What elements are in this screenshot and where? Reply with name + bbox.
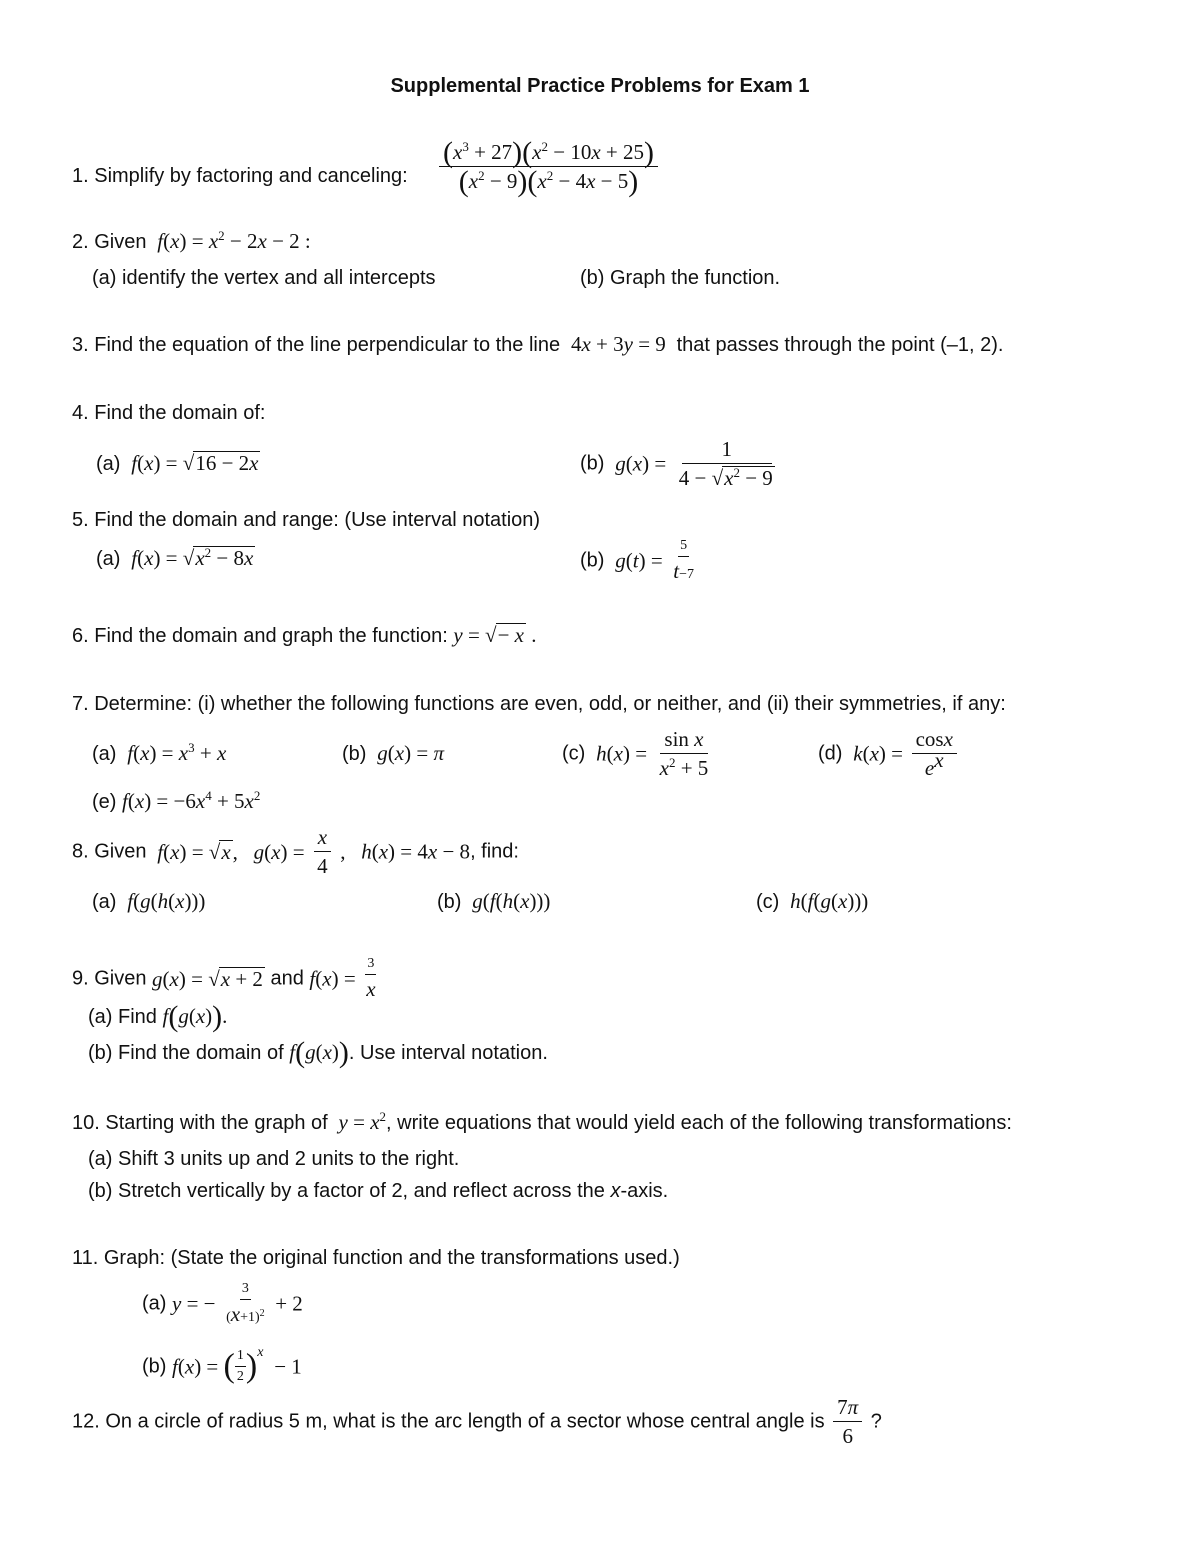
problem-12-angle-fraction: $\frac{7\pi}{6}$ — [833, 1395, 862, 1448]
problem-10b-text-end: -axis. — [620, 1180, 669, 1202]
problem-4b — [580, 437, 782, 490]
problem-7e-label: (e) — [92, 791, 117, 813]
problem-10b — [88, 1179, 668, 1203]
problem-11b-fraction: $\frac{1}{2}$ — [236, 1348, 244, 1385]
problem-3-text-start: 3. Find the equation of the line perpendicular to the line — [72, 334, 561, 356]
problem-9a — [88, 1000, 228, 1033]
problem-10-function: $y = x^2$ — [338, 1109, 387, 1134]
problem-1-expression — [436, 136, 661, 199]
problem-8-h: , h(x) = 4x − 8 — [340, 839, 471, 864]
problem-9-and: and — [270, 967, 304, 990]
problem-2-label: 2. Given — [72, 231, 147, 253]
problem-8a — [92, 889, 205, 914]
problem-4a-label: (a) — [96, 453, 121, 475]
problem-9-g: g(x) = √x + 2 — [152, 966, 263, 991]
problem-7d-label: (d) — [818, 742, 843, 765]
problem-9-label: 9. Given — [72, 967, 147, 990]
problem-4b-label: (b) — [580, 452, 605, 475]
problem-10b-text-start: (b) Stretch vertically by a factor of 2, and reflect across the — [88, 1180, 605, 1202]
problem-11b-label: (b) — [142, 1355, 167, 1378]
problem-11b-function: f(x) = — [172, 1354, 224, 1379]
problem-2b: (b) Graph the function. — [580, 267, 781, 289]
problem-8a-label: (a) — [92, 891, 117, 913]
problem-10b-axis-var: x — [610, 1180, 621, 1202]
problem-5b-function: g(t) = — [615, 548, 663, 573]
problem-8c — [756, 889, 868, 914]
problem-4-label: 4. Find the domain of: — [72, 402, 266, 424]
problem-12 — [72, 1395, 882, 1448]
problem-8-find: , find: — [470, 840, 519, 863]
problem-7e — [92, 789, 260, 814]
problem-8b-expression: g(f(h(x))) — [472, 889, 551, 913]
problem-7a-label: (a) — [92, 743, 117, 765]
problem-1-label: 1. Simplify by factoring and canceling: — [72, 165, 408, 187]
problem-9-f: f(x) = — [309, 966, 356, 991]
problem-8-g-fraction: $\frac{x}{4}$ — [313, 825, 332, 878]
problem-7b-label: (b) — [342, 743, 367, 765]
problem-2a: (a) identify the vertex and all intercepts — [92, 267, 436, 289]
problem-6 — [72, 623, 537, 648]
problem-1-denominator: $(x^2 - 9)(x^2 - 4x - 5)$ — [458, 165, 639, 199]
problem-3-line-equation: 4x + 3y = 9 — [565, 332, 672, 356]
problem-7c — [562, 727, 715, 780]
problem-10a: (a) Shift 3 units up and 2 units to the right. — [88, 1148, 460, 1170]
problem-4b-function: g(x) = — [615, 451, 667, 476]
page-title: Supplemental Practice Problems for Exam 1 — [390, 75, 810, 97]
problem-7-label: 7. Determine: (i) whether the following functions are even, odd, or neither, and (ii) their symmetries, if any: — [72, 693, 1006, 715]
problem-8a-expression: f(g(h(x))) — [127, 889, 206, 913]
problem-11a-constant: + 2 — [275, 1291, 303, 1316]
problem-7c-label: (c) — [562, 742, 586, 765]
problem-4a-function: f(x) = √16 − 2x — [131, 451, 259, 475]
problem-11a — [142, 1281, 303, 1326]
problem-2 — [72, 229, 311, 254]
problem-7d — [818, 727, 960, 780]
problem-12-text-start: 12. On a circle of radius 5 m, what is the arc length of a sector whose central angle is — [72, 1410, 825, 1433]
problem-8 — [72, 825, 519, 878]
problem-6-function: y = √− x . — [453, 623, 537, 647]
problem-5a-label: (a) — [96, 548, 121, 570]
problem-7c-fraction: $\frac{\text{sin x}}{x^2 + 5}$ — [659, 727, 709, 781]
problem-9b — [88, 1036, 548, 1069]
problem-10-text-end: , write equations that would yield each of the following transformations: — [386, 1112, 1012, 1134]
problem-8c-expression: h(f(g(x))) — [790, 889, 869, 913]
problem-5b-label: (b) — [580, 549, 605, 572]
problem-11a-label: (a) — [142, 1292, 167, 1315]
problem-5-label: 5. Find the domain and range: (Use interval notation) — [72, 509, 541, 531]
problem-8b-label: (b) — [437, 891, 462, 913]
problem-4a — [96, 451, 260, 476]
problem-7b — [342, 741, 444, 766]
problem-4b-fraction: $\frac{1}{4 - √x^2 - 9}$ — [678, 437, 773, 491]
problem-11a-fraction: $\frac{3}{(x+1)^2}$ — [226, 1281, 265, 1327]
problem-2-function: $f(x) = x^2 - 2x - 2$ : — [157, 228, 311, 253]
problem-11-label: 11. Graph: (State the original function and the transformations used.) — [72, 1247, 680, 1269]
problem-7e-function: $f(x) = -6x^4 + 5x^2$ — [122, 788, 261, 813]
problem-7c-function: h(x) = — [596, 741, 648, 766]
problem-5a — [96, 546, 255, 571]
problem-1-numerator: $(x^3 + 27)(x^2 - 10x + 25)$ — [439, 140, 658, 167]
problem-7a — [92, 741, 226, 766]
problem-10 — [72, 1110, 1012, 1135]
problem-9a-expression: f(g(x)). — [162, 1000, 228, 1033]
problem-9b-text-start: (b) Find the domain of — [88, 1042, 284, 1064]
problem-9-f-fraction: $\frac{3}{x}$ — [366, 956, 376, 1002]
problem-3-text-end: that passes through the point (–1, 2). — [676, 334, 1004, 356]
problem-9a-label: (a) Find — [88, 1006, 157, 1028]
problem-12-text-end: ? — [870, 1410, 882, 1433]
problem-8c-label: (c) — [756, 891, 780, 913]
problem-1 — [72, 164, 408, 188]
problem-11b-constant: − 1 — [268, 1354, 302, 1379]
problem-7a-function: $f(x) = x^3 + x$ — [127, 740, 227, 765]
problem-7b-function: g(x) = π — [377, 741, 444, 765]
problem-8b — [437, 889, 550, 914]
problem-3 — [72, 332, 1003, 357]
problem-8-label: 8. Given — [72, 840, 147, 863]
problem-11b: (b) f(x) = ( $\frac{1}{2}$ )$^x$ − 1 — [142, 1344, 302, 1385]
problem-1-fraction — [439, 136, 658, 199]
problem-9b-expression: f(g(x)) — [289, 1036, 349, 1069]
problem-11a-function: y = − — [172, 1291, 216, 1316]
problem-6-label: 6. Find the domain and graph the function: — [72, 625, 448, 647]
problem-7d-fraction: $\frac{\cos x}{e^x}$ — [912, 727, 957, 780]
problem-7d-function: k(x) = — [853, 741, 904, 766]
problem-9 — [72, 956, 381, 1001]
problem-9b-text-end: . Use interval notation. — [348, 1042, 548, 1064]
problem-8-f: f(x) = √x, g(x) = — [157, 839, 305, 864]
problem-5a-function: $f(x) = √x^2 - 8x$ — [131, 545, 254, 570]
problem-5b-fraction: $\frac{5}{t-7}$ — [673, 538, 695, 584]
problem-10-text-start: 10. Starting with the graph of — [72, 1112, 328, 1134]
problem-5b — [580, 538, 699, 583]
